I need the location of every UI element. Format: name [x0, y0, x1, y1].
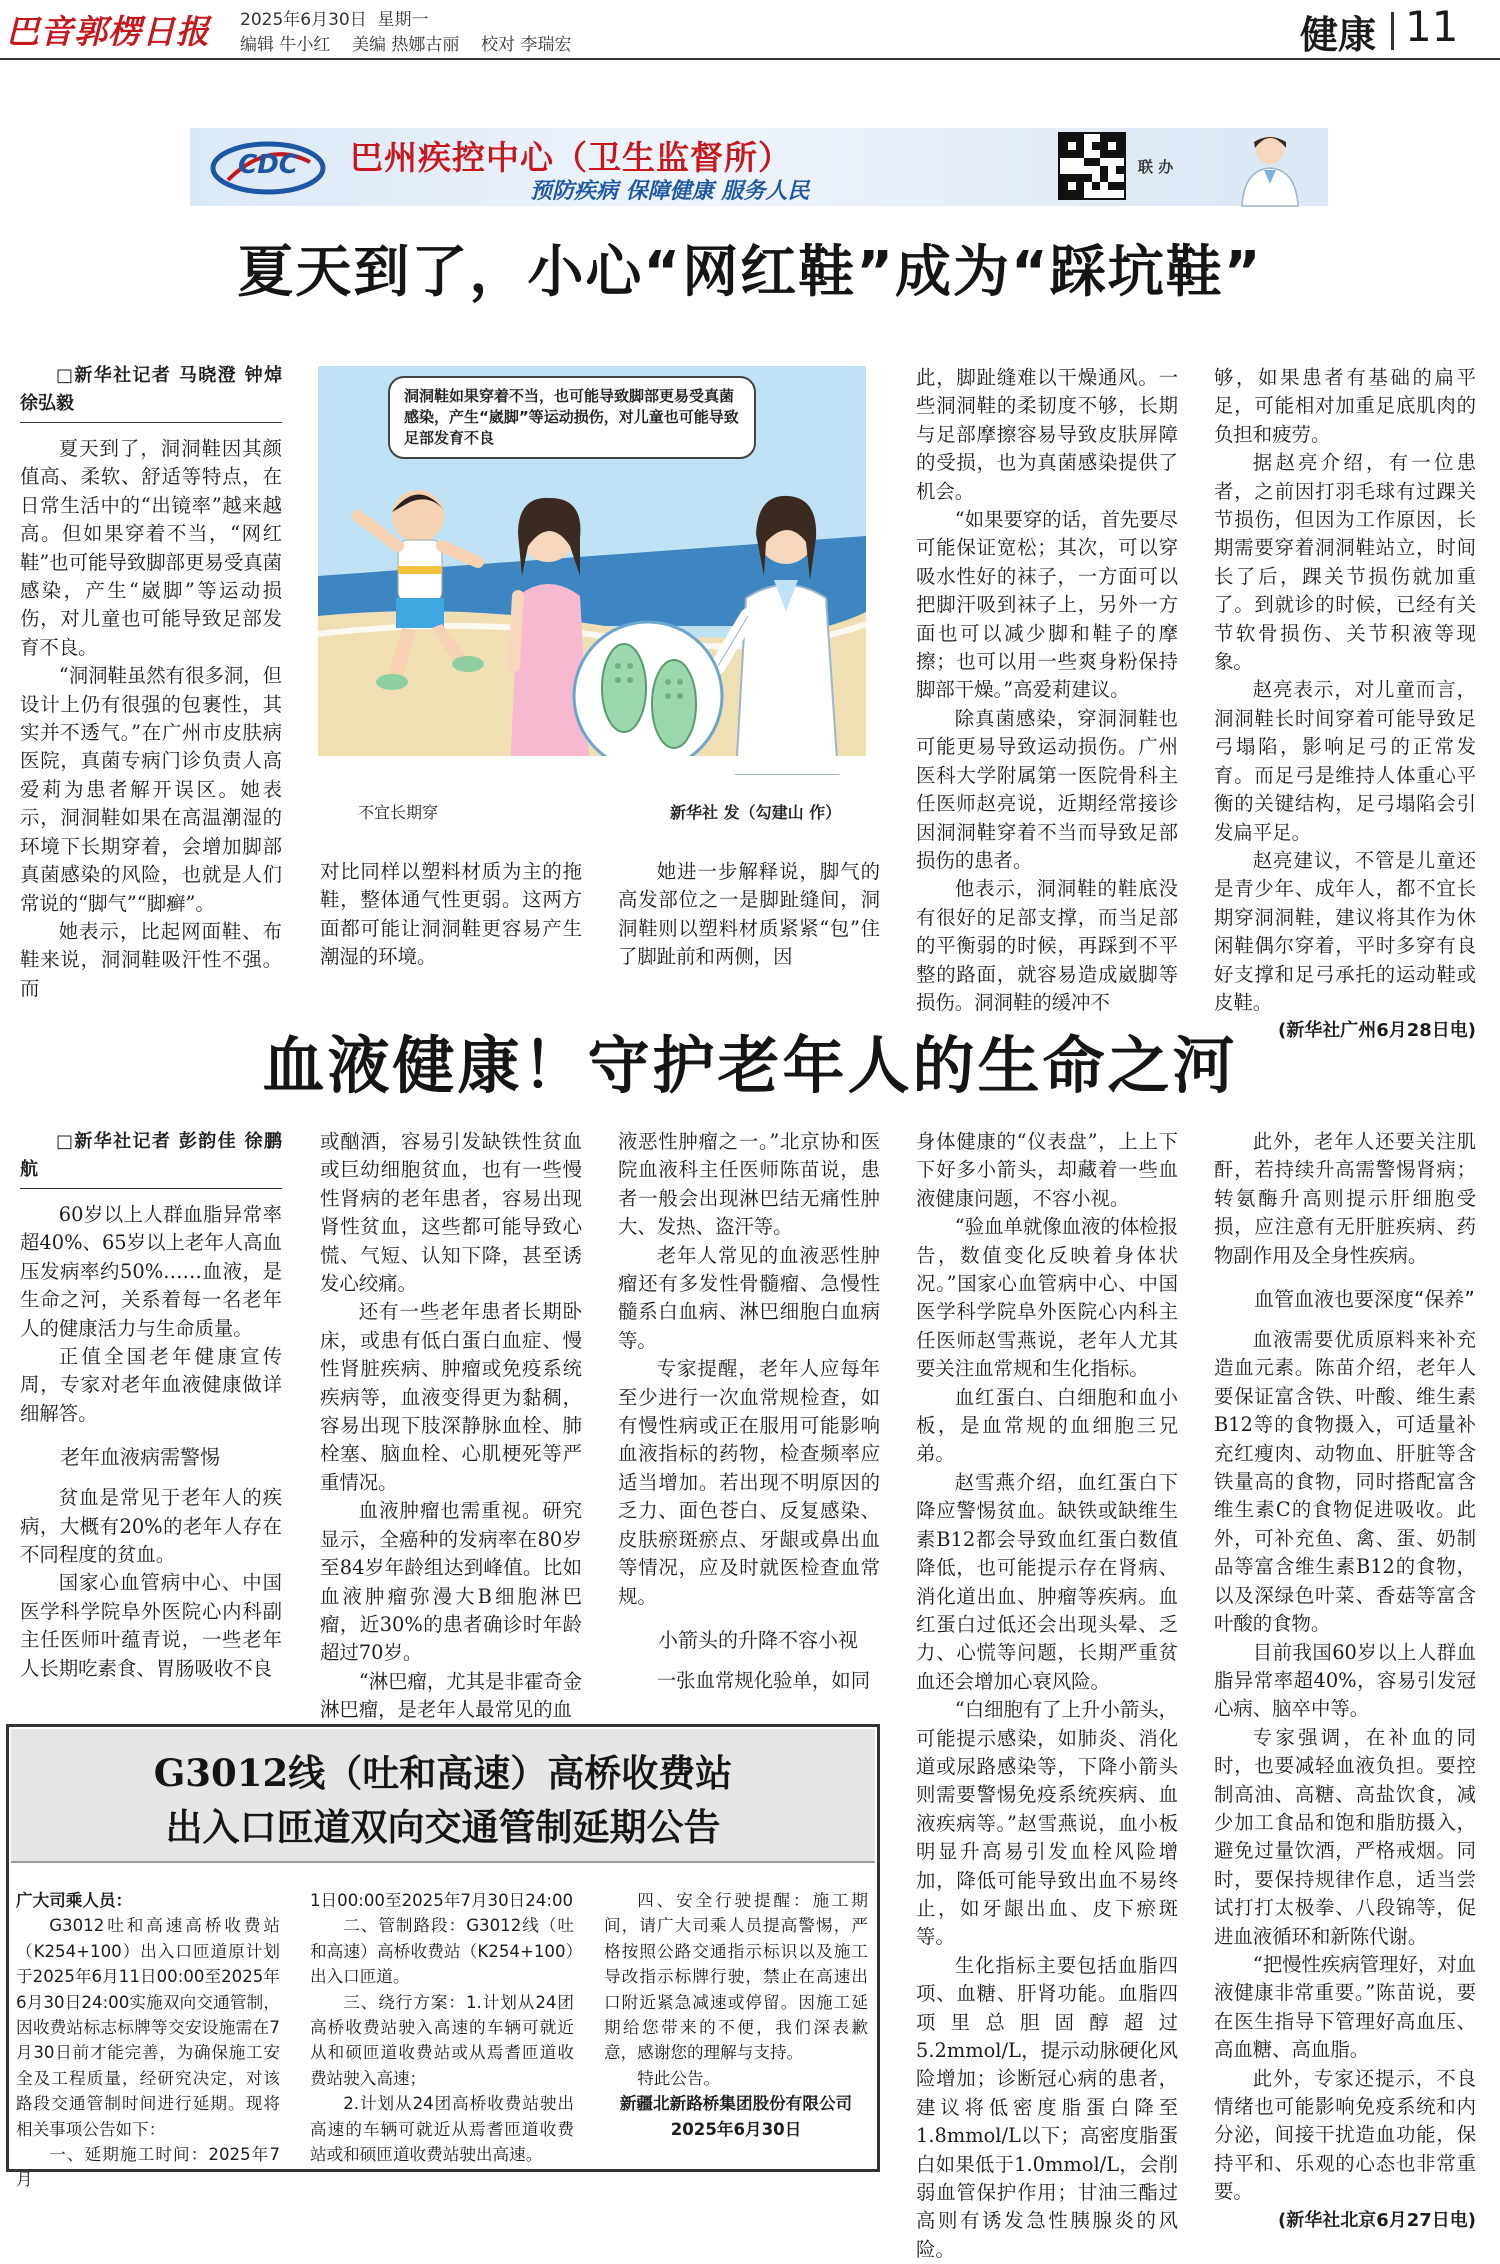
article1-col5: [1214, 364, 1476, 1046]
article2-col5: [1214, 1128, 1476, 2235]
paragraph: 四、安全行驶提醒：施工期间，请广大司乘人员提高警惕，严格按照公路交通指示标识以及施工导改指示标牌行驶，禁止在高速出口附近紧急减速或停留。因施工延期给您带来的不便，我们深表歉意，感谢您的理解与支持。: [604, 1891, 868, 2063]
partner-label: 联 办: [1138, 158, 1174, 176]
date-line: 2025年6月30日 星期一: [240, 10, 429, 30]
paragraph: “洞洞鞋虽然有很多洞，但设计上仍有很强的包裹性，其实并不透气。”在广州市皮肤病医院，真菌专病门诊负责人高爱莉为患者解开误区。她表示，洞洞鞋如果在高温潮湿的环境下长期穿着，会增加脚部真菌感染的风险，也就是人们常说的“脚气”“脚癣”。: [20, 664, 283, 915]
article1-col2: [320, 858, 582, 972]
slogan: 预防疾病 保障健康 服务人民: [530, 179, 810, 204]
notice-col2: [310, 1888, 574, 2167]
newspaper-logo: 巴音郭楞日报: [6, 12, 210, 51]
article2-col2: [320, 1128, 582, 1725]
paragraph: 除真菌感染，穿洞洞鞋也可能更易导致运动损伤。广州医科大学附属第一医院骨科主任医师赵亮说，近期经常接诊因洞洞鞋穿着不当而导致足部损伤的患者。: [916, 706, 1178, 872]
paragraph: 生化指标主要包括血脂四项、血糖、肝肾功能。血脂四项里总胆固醇超过5.2mmol/L，提示动脉硬化风险增加；诊断冠心病的患者，建议将低密度脂蛋白降至1.8mmol/L以下；高密度脂蛋白如果低于1.0mmol/L，会削弱血管保护作用；甘油三酯过高则有诱发急性胰腺炎的风险。: [916, 1953, 1178, 2261]
paragraph: 特此公告。: [637, 2068, 721, 2088]
paragraph: 还有一些老年患者长期卧床，或患有低白蛋白血症、慢性肾脏疾病、肿瘤或免疫系统疾病等，血液变得更为黏稠，容易出现下肢深静脉血栓、肺栓塞、脑血栓、心肌梗死等严重情况。: [320, 1300, 582, 1494]
section-divider: [1391, 12, 1394, 50]
doctor-figure: [1220, 128, 1320, 206]
paragraph: 此外，老年人还要关注肌酐，若持续升高需警惕肾病；转氨酶升高则提示肝细胞受损，应注意有无肝脏疾病、药物副作用及全身性疾病。: [1214, 1130, 1476, 1267]
cdc-emblem-text: CDC: [238, 150, 298, 180]
mother-figure: [510, 498, 590, 774]
paragraph: 液恶性肿瘤之一。”北京协和医院血液科主任医师陈苗说，患者一般会出现淋巴结无痛性肿大、发热、盗汗等。: [618, 1130, 880, 1239]
paragraph: 此外，专家还提示，不良情绪也可能影响免疫系统和内分泌，间接干扰造血功能，保持平和、乐观的心态也非常重要。: [1214, 2066, 1476, 2204]
clog-shoe-left: [602, 644, 646, 732]
paragraph: 此，脚趾缝难以干燥通风。一些洞洞鞋的柔韧度不够，长期与足部摩擦容易导致皮肤屏障的受损，也为真菌感染提供了机会。: [916, 366, 1178, 503]
speech-bubble: [388, 376, 756, 459]
notice-salutation: 广大司乘人员：: [16, 1891, 133, 1910]
paragraph: “如果要穿的话，首先要尽可能保证宽松；其次，可以穿吸水性好的袜子，一方面可以把脚汗吸到袜子上，另外一方面也可以减少脚和鞋子的摩擦；也可以用一些爽身粉保持脚部干燥。”高爱莉建议。: [916, 508, 1179, 702]
article1-col4: [916, 364, 1178, 1017]
paragraph: 她进一步解释说，脚气的高发部位之一是脚趾缝间，洞洞鞋则以塑料材质紧紧“包”住了脚趾前和两侧，因: [618, 860, 880, 969]
article1-col3: [618, 858, 880, 972]
notice-title-line1: G3012线（吐和高速）高桥收费站: [153, 1751, 733, 1795]
notice-signature: 2025年6月30日: [670, 2119, 802, 2139]
paragraph: 老年人常见的血液恶性肿瘤还有多发性骨髓瘤、急慢性髓系白血病、淋巴细胞白血病等。: [618, 1243, 880, 1352]
paragraph: 一、延期施工时间：2025年7月: [16, 2145, 280, 2190]
cdc-emblem: [208, 136, 328, 196]
paragraph: 她表示，比起网面鞋、布鞋来说，洞洞鞋吸汗性不强。而: [20, 919, 282, 1000]
paragraph: 身体健康的“仪表盘”，上上下下好多小箭头，却藏着一些血液健康问题，不容小视。: [916, 1130, 1178, 1210]
paragraph: 血液肿瘤也需重视。研究显示，全癌种的发病率在80岁至84岁年龄组达到峰值。比如血液肿瘤弥漫大B细胞淋巴瘤，近30%的患者确诊时年龄超过70岁。: [320, 1499, 582, 1665]
paragraph: 赵雪燕介绍，血红蛋白下降应警惕贫血。缺铁或缺维生素B12都会导致血红蛋白数值降低，也可能提示存在肾病、消化道出血、肿瘤等疾病。血红蛋白过低还会出现头晕、乏力、心慌等问题，长期严重贫血还会增加心衰风险。: [916, 1470, 1178, 1693]
paragraph: 国家心血管病中心、中国医学科学院阜外医院心内科副主任医师叶蕴青说，一些老年人长期吃素食、胃肠吸收不良: [20, 1571, 282, 1680]
notice-col3: [604, 1888, 868, 2142]
paragraph: 夏天到了，洞洞鞋因其颜值高、柔软、舒适等特点，在日常生活中的“出镜率”越来越高。但如果穿着不当，“网红鞋”也可能导致脚部更易受真菌感染，产生“崴脚”等运动损伤，对儿童也可能导致足部发育不良。: [20, 437, 282, 659]
article2-col4: [916, 1128, 1178, 2264]
paragraph: 赵亮建议，不管是儿童还是青少年、成年人，都不宜长期穿洞洞鞋，建议将其作为休闲鞋偶尔穿着，平时多穿有良好支撑和足弓承托的运动鞋或皮鞋。: [1214, 848, 1476, 1014]
cartoon-illustration: [318, 366, 866, 774]
paragraph: 专家强调，在补血的同时，也要减轻血液负担。要控制高油、高糖、高盐饮食，减少加工食品和饱和脂肪摄入，避免过量饮酒，严格戒烟。同时，要保持规律作息，适当尝试打打太极拳、八段锦等，促进血液循环和新陈代谢。: [1214, 1725, 1476, 1948]
article2-col1: [20, 1128, 282, 1683]
notice-col1: [16, 1888, 280, 2193]
paragraph: 血液需要优质原料来补充造血元素。陈苗介绍，老年人要保证富含铁、叶酸、维生素B12等的食物摄入，可适量补充红瘦肉、动物血、肝脏等含铁量高的食物，同时搭配富含维生素C的食物促进吸收。此外，可补充鱼、禽、蛋、奶制品等富含维生素B12的食物，以及深绿色叶菜、香菇等富含叶酸的食物。: [1214, 1328, 1476, 1636]
paragraph: “验血单就像血液的体检报告，数值变化反映着身体状况。”国家心血管病中心、中国医学科学院阜外医院心内科主任医师赵雪燕说，老年人尤其要关注血常规和生化指标。: [916, 1215, 1179, 1381]
clog-shoe-right: [652, 660, 696, 748]
article2-dateline: (新华社北京6月27日电): [1277, 2209, 1476, 2231]
paragraph: 据赵亮介绍，有一位患者，之前因打羽毛球有过踝关节损伤，但因为工作原因，长期需要穿着洞洞鞋站立，时间长了后，踝关节损伤就加重了。到就诊的时候，已经有关节软骨损伤、关节积液等现象。: [1214, 451, 1476, 674]
article1-dateline: (新华社广州6月28日电): [1277, 1020, 1476, 1042]
article2-byline: □新华社记者 彭韵佳 徐鹏航: [20, 1128, 282, 1189]
cartoon-caption-left: 不宜长期穿: [358, 803, 439, 822]
paragraph: “淋巴瘤，尤其是非霍奇金淋巴瘤，是老年人最常见的血: [320, 1669, 583, 1722]
paragraph: 三、绕行方案：1.计划从24团高桥收费站驶入高速的车辆可就近从和硕匝道收费站或从焉耆匝道收费站驶入高速；: [310, 1992, 574, 2088]
paragraph: 他表示，洞洞鞋的鞋底没有很好的足部支撑，而当足部的平衡弱的时候，再踩到不平整的路面，就容易造成崴脚等损伤。洞洞鞋的缓冲不: [916, 877, 1178, 1014]
shoe-bubble: [574, 622, 722, 770]
paragraph: 正值全国老年健康宣传周，专家对老年血液健康做详细解答。: [20, 1345, 282, 1425]
paragraph: 够，如果患者有基础的扁平足，可能相对加重足底肌肉的负担和疲劳。: [1214, 366, 1476, 446]
paragraph: 赵亮表示，对儿童而言，洞洞鞋长时间穿着可能导致足弓塌陷，影响足弓的正常发育。而足弓是维持人体重心平衡的关键结构，足弓塌陷会引发扁平足。: [1214, 678, 1476, 844]
subheading: 血管血液也要深度“保养”: [1254, 1287, 1475, 1312]
cartoon-credit: 新华社 发（勾建山 作）: [670, 803, 842, 822]
paragraph: G3012吐和高速高桥收费站（K254+100）出入口匝道原计划于2025年6月11日00:00至2025年6月30日24:00实施双向交通管制，因收费站标志标牌等交安设施需在7月30日前才能完善，为确保施工安全及工程质量，经研究决定，对该路段交通管制时间进行延期。现将相关事项公告如下：: [16, 1916, 280, 2139]
paragraph: 2.计划从24团高桥收费站驶出高速的车辆可就近从焉耆匝道收费站或和硕匝道收费站驶出高速。: [310, 2094, 574, 2165]
masthead: [0, 0, 1500, 60]
notice-title-box: [11, 1729, 875, 1863]
notice-signature: 新疆北新路桥集团股份有限公司: [619, 2094, 853, 2114]
paragraph: 目前我国60岁以上人群血脂异常率超40%，容易引发冠心病、脑卒中等。: [1214, 1640, 1476, 1721]
paragraph: 或酗酒，容易引发缺铁性贫血或巨幼细胞贫血，也有一些慢性肾病的老年患者，容易出现肾性贫血，这些都可能导致心慌、气短、认知下降，甚至诱发心绞痛。: [320, 1130, 582, 1296]
paragraph: 贫血是常见于老年人的疾病，大概有20%的老年人存在不同程度的贫血。: [20, 1486, 282, 1567]
paragraph: “白细胞有了上升小箭头，可能提示感染，如肺炎、消化道或尿路感染等，下降小箭头则需要警惕免疫系统疾病、血液疾病等。”赵雪燕说，血小板明显升高易引发血栓风险增加，降低可能导致出血不易终止，如牙龈出血、皮下瘀斑等。: [916, 1698, 1179, 1949]
paragraph: 60岁以上人群血脂异常率超40%、65岁以上老年人高血压发病率约50%……血液，是生命之河，关系着每一名老年人的健康活力与生命质量。: [20, 1203, 282, 1340]
section-name: 健康: [1300, 13, 1377, 57]
paragraph: 二、管制路段：G3012线（吐和高速）高桥收费站（K254+100）出入口匝道。: [310, 1916, 574, 1987]
speech-bubble-text: 洞洞鞋如果穿着不当，也可能导致脚部更易受真菌感染，产生“崴脚”等运动损伤，对儿童也可能导致足部发育不良: [404, 387, 739, 447]
subheading: 小箭头的升降不容小视: [658, 1627, 858, 1652]
cdc-banner: [190, 128, 1328, 206]
org-name: 巴州疾控中心（卫生监督所）: [350, 138, 792, 177]
subheading: 老年血液病需警惕: [60, 1445, 220, 1470]
article2-headline: 血液健康！守护老年人的生命之河: [262, 1029, 1238, 1102]
article1-byline: □新华社记者 马晓澄 钟焯 徐弘毅: [20, 362, 282, 423]
paragraph: 对比同样以塑料材质为主的拖鞋，整体通气性更弱。这两方面都可能让洞洞鞋更容易产生潮湿的环境。: [320, 860, 582, 969]
qr-code: [1058, 132, 1126, 200]
staff-line: 编辑 牛小红 美编 热娜古丽 校对 李瑞宏: [240, 35, 572, 55]
page-number: 11: [1405, 2, 1459, 51]
paragraph: 专家提醒，老年人应每年至少进行一次血常规检查，如有慢性病或正在服用可能影响血液指标的药物，检查频率应适当增加。若出现不明原因的乏力、面色苍白、反复感染、皮肤瘀斑瘀点、牙龈或鼻出血等情况，应及时就医检查血常规。: [618, 1357, 880, 1608]
paragraph: “把慢性疾病管理好，对血液健康非常重要。”陈苗说，要在医生指导下管理好高血压、高血糖、高血脂。: [1214, 1952, 1477, 2062]
notice-title-line2: 出入口匝道双向交通管制延期公告: [165, 1805, 721, 1849]
paragraph: 血红蛋白、白细胞和血小板，是血常规的血细胞三兄弟。: [916, 1385, 1178, 1466]
paragraph: 一张血常规化验单，如同: [656, 1668, 871, 1692]
article1-col1: [20, 362, 282, 1003]
paragraph: 1日00:00至2025年7月30日24:00: [310, 1891, 574, 1910]
article1-headline: 夏天到了，小心“网红鞋”成为“踩坑鞋”: [237, 240, 1263, 305]
article2-col3: [618, 1128, 880, 1695]
